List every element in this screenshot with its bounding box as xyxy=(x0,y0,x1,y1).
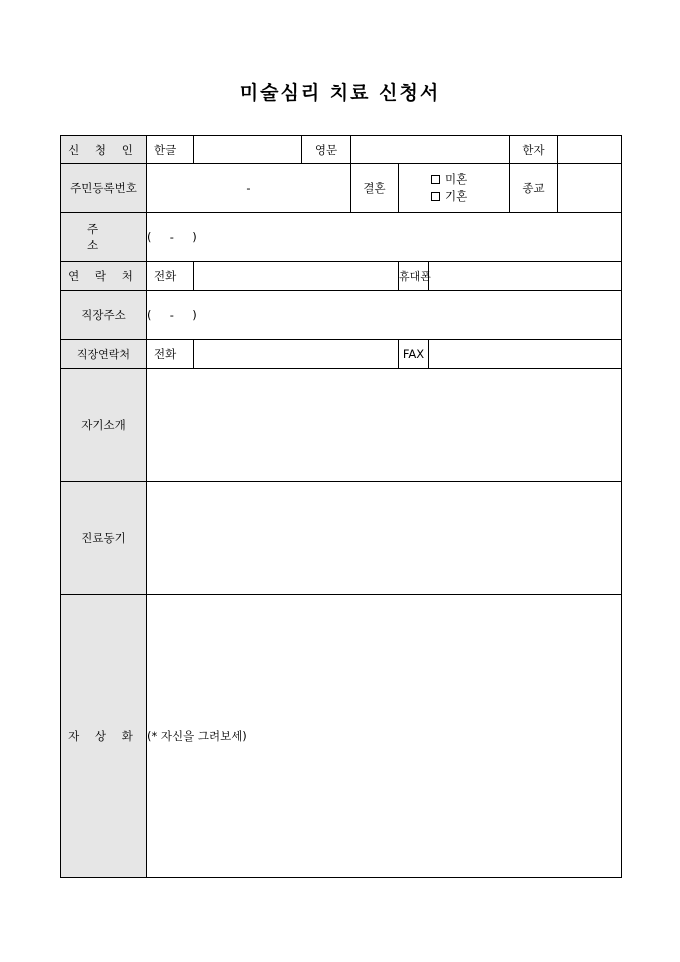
work-contact-label: 직장연락처 xyxy=(61,340,147,369)
work-phone-label: 전화 xyxy=(147,340,194,369)
mobile-label: 휴대폰 xyxy=(399,262,429,291)
address-row xyxy=(61,213,622,262)
single-option[interactable] xyxy=(399,171,509,188)
married-option-label: 기혼 xyxy=(445,189,468,203)
english-name-field[interactable] xyxy=(351,136,510,164)
intro-label: 자기소개 xyxy=(61,369,147,482)
mobile-field[interactable] xyxy=(429,262,622,291)
motive-label: 진료동기 xyxy=(61,482,147,595)
applicant-row xyxy=(61,136,622,164)
contact-row xyxy=(61,262,622,291)
self-portrait-area[interactable] xyxy=(147,595,622,878)
motive-field[interactable] xyxy=(147,482,622,595)
work-address-row xyxy=(61,291,622,340)
religion-field[interactable] xyxy=(558,164,622,213)
marital-options xyxy=(399,164,510,213)
intro-row xyxy=(61,369,622,482)
korean-name-label: 한글 xyxy=(147,136,194,164)
work-address-field[interactable]: ( - ) xyxy=(147,291,622,340)
english-name-label: 영문 xyxy=(302,136,351,164)
resident-row xyxy=(61,164,622,213)
religion-label: 종교 xyxy=(510,164,558,213)
fax-label: FAX xyxy=(399,340,429,369)
self-portrait-label: 자 상 화 xyxy=(61,595,147,878)
resident-number-label: 주민등록번호 xyxy=(61,164,147,213)
hanja-name-label: 한자 xyxy=(510,136,558,164)
contact-label: 연 락 처 xyxy=(61,262,147,291)
self-portrait-row xyxy=(61,595,622,878)
application-form xyxy=(60,135,622,878)
work-address-label: 직장주소 xyxy=(61,291,147,340)
self-portrait-note: (* 자신을 그려보세) xyxy=(147,729,247,743)
marital-label: 결혼 xyxy=(351,164,399,213)
fax-field[interactable] xyxy=(429,340,622,369)
phone-field[interactable] xyxy=(194,262,399,291)
korean-name-field[interactable] xyxy=(194,136,302,164)
married-checkbox[interactable] xyxy=(431,192,440,201)
address-label: 주 소 xyxy=(61,213,147,262)
hanja-name-field[interactable] xyxy=(558,136,622,164)
address-field[interactable]: ( - ) xyxy=(147,213,622,262)
motive-row xyxy=(61,482,622,595)
single-option-label: 미혼 xyxy=(445,172,468,186)
intro-field[interactable] xyxy=(147,369,622,482)
applicant-label: 신 청 인 xyxy=(61,136,147,164)
page-title: 미술심리 치료 신청서 xyxy=(239,82,441,104)
married-option[interactable] xyxy=(399,188,509,205)
phone-label: 전화 xyxy=(147,262,194,291)
resident-number-field[interactable]: - xyxy=(147,164,351,213)
work-contact-row xyxy=(61,340,622,369)
single-checkbox[interactable] xyxy=(431,175,440,184)
work-phone-field[interactable] xyxy=(194,340,399,369)
